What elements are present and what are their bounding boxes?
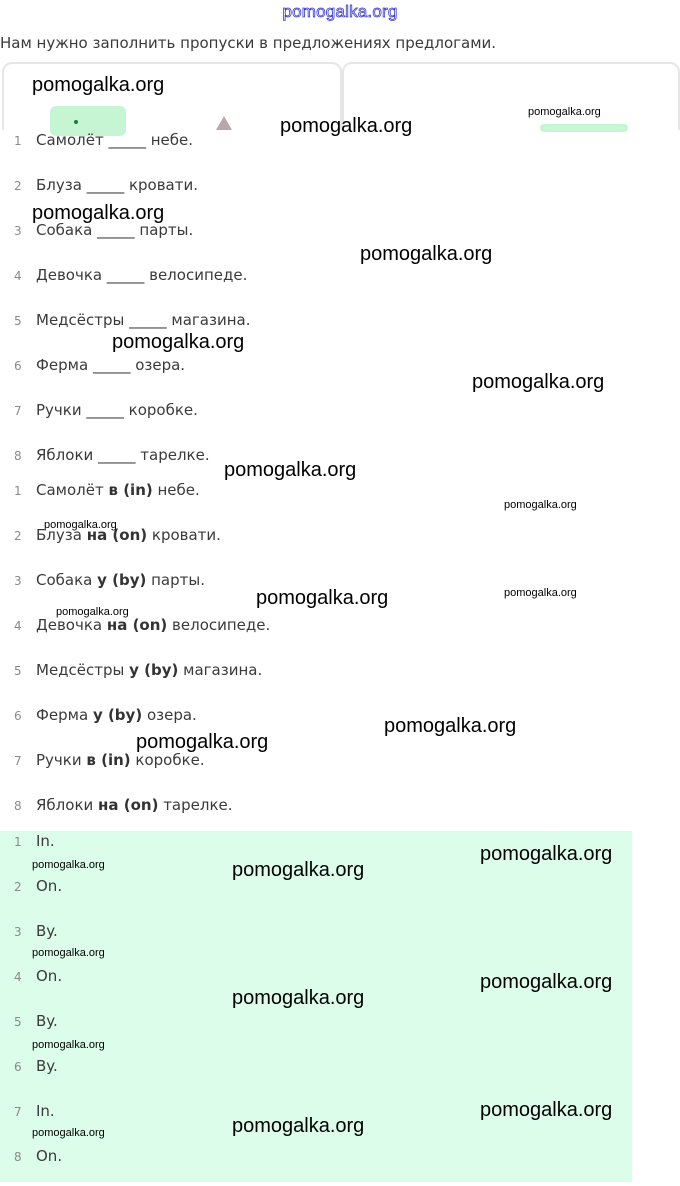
sentence-text bbox=[36, 131, 193, 149]
item-number: 8 bbox=[14, 799, 22, 813]
sentence-text bbox=[36, 661, 262, 679]
watermark-text: pomogalka.org bbox=[504, 499, 577, 511]
watermark-text: pomogalka.org bbox=[472, 371, 605, 393]
item-number: 5 bbox=[14, 664, 22, 678]
sentence-text bbox=[36, 481, 200, 499]
list-item bbox=[0, 395, 680, 440]
dot-icon bbox=[74, 120, 78, 124]
sentence-start: Самолёт bbox=[36, 481, 109, 499]
watermark-text: pomogalka.org bbox=[112, 331, 245, 353]
item-number: 3 bbox=[14, 224, 22, 238]
sentence-end: велосипеде. bbox=[167, 616, 271, 634]
preposition-answer: на (on) bbox=[86, 526, 148, 544]
sentence-text bbox=[36, 176, 198, 194]
watermark-text: pomogalka.org bbox=[32, 1039, 105, 1051]
sentence-start: In. bbox=[36, 1102, 55, 1120]
sentence-text bbox=[36, 967, 62, 985]
sentence-start: Девочка _____ велосипеде. bbox=[36, 266, 248, 284]
item-number: 1 bbox=[14, 835, 22, 849]
preposition-answer: в (in) bbox=[108, 481, 153, 499]
watermark-text: pomogalka.org bbox=[360, 243, 493, 265]
sentence-text bbox=[36, 311, 250, 329]
sentence-text bbox=[36, 1057, 58, 1075]
watermark-text: pomogalka.org bbox=[232, 859, 365, 881]
watermark-text: pomogalka.org bbox=[224, 459, 357, 481]
preposition-answer: на (on) bbox=[106, 616, 168, 634]
item-number: 7 bbox=[14, 754, 22, 768]
item-number: 8 bbox=[14, 1150, 22, 1164]
item-number: 5 bbox=[14, 1015, 22, 1029]
watermark-text: pomogalka.org bbox=[480, 843, 613, 865]
watermark-text: pomogalka.org bbox=[136, 731, 269, 753]
sentence-start: On. bbox=[36, 967, 63, 985]
list-item bbox=[0, 745, 680, 790]
sentence-end: тарелке. bbox=[158, 796, 233, 814]
watermark-text: pomogalka.org bbox=[504, 587, 577, 599]
preposition-answer: на (on) bbox=[98, 796, 159, 814]
item-number: 4 bbox=[14, 970, 22, 984]
item-number: 4 bbox=[14, 619, 22, 633]
sentence-start: Блуза bbox=[36, 526, 87, 544]
sentence-text bbox=[36, 266, 247, 284]
sentence-start: Ручки bbox=[36, 751, 87, 769]
sentence-end: магазина. bbox=[178, 661, 263, 679]
list-item bbox=[0, 1141, 680, 1186]
sentence-text bbox=[36, 356, 185, 374]
sentence-end: небе. bbox=[152, 481, 200, 499]
item-number: 3 bbox=[14, 574, 22, 588]
sentence-start: Ручки _____ коробке. bbox=[36, 401, 198, 419]
sentence-start: Яблоки _____ тарелке. bbox=[36, 446, 210, 464]
sentence-text bbox=[36, 877, 62, 895]
sentence-text bbox=[36, 571, 205, 589]
sentence-start: By. bbox=[36, 1057, 58, 1075]
item-number: 8 bbox=[14, 449, 22, 463]
sentence-text bbox=[36, 446, 210, 464]
sentence-text bbox=[36, 832, 55, 850]
watermark-text: pomogalka.org bbox=[32, 859, 105, 871]
sentence-start: By. bbox=[36, 1012, 58, 1030]
sentence-start: In. bbox=[36, 832, 55, 850]
sentence-start: Медсёстры _____ магазина. bbox=[36, 311, 251, 329]
sentence-text bbox=[36, 616, 270, 634]
item-number: 1 bbox=[14, 484, 22, 498]
sentence-text bbox=[36, 796, 233, 814]
sentence-start: On. bbox=[36, 877, 63, 895]
watermark-text: pomogalka.org bbox=[232, 987, 365, 1009]
list-item bbox=[0, 305, 680, 350]
sentence-text bbox=[36, 1147, 62, 1165]
item-number: 6 bbox=[14, 709, 22, 723]
sentence-text bbox=[36, 922, 58, 940]
list-item bbox=[0, 260, 680, 305]
sentence-start: Собака bbox=[36, 571, 98, 589]
item-number: 2 bbox=[14, 880, 22, 894]
item-number: 3 bbox=[14, 925, 22, 939]
watermark-text: pomogalka.org bbox=[480, 971, 613, 993]
sentence-text bbox=[36, 706, 197, 724]
watermark-text: pomogalka.org bbox=[32, 1127, 105, 1139]
sentence-text bbox=[36, 1012, 58, 1030]
sentence-start: Собака _____ парты. bbox=[36, 221, 194, 239]
watermark-text: pomogalka.org bbox=[32, 202, 165, 224]
sentence-start: Ферма _____ озера. bbox=[36, 356, 186, 374]
sentence-start: Девочка bbox=[36, 616, 107, 634]
item-number: 6 bbox=[14, 1060, 22, 1074]
watermark-text: pomogalka.org bbox=[384, 715, 517, 737]
list-item bbox=[0, 1051, 680, 1096]
watermark-text: pomogalka.org bbox=[44, 519, 117, 531]
intro-text: Нам нужно заполнить пропуски в предложениях предлогами. bbox=[0, 34, 497, 52]
preposition-answer: у (by) bbox=[97, 571, 147, 589]
sentence-end: коробке. bbox=[130, 751, 205, 769]
list-item bbox=[0, 700, 680, 745]
item-number: 1 bbox=[14, 134, 22, 148]
watermark-text: pomogalka.org bbox=[32, 947, 105, 959]
sentence-start: Ферма bbox=[36, 706, 93, 724]
watermark-text: pomogalka.org bbox=[528, 106, 601, 118]
watermark-text: pomogalka.org bbox=[32, 74, 165, 96]
preposition-answer: в (in) bbox=[86, 751, 131, 769]
watermark-text: pomogalka.org bbox=[56, 606, 129, 618]
sentence-start: Блуза _____ кровати. bbox=[36, 176, 199, 194]
item-number: 7 bbox=[14, 404, 22, 418]
site-logo[interactable]: pomogalka.org bbox=[282, 2, 398, 21]
sentence-text bbox=[36, 1102, 55, 1120]
preposition-answer: у (by) bbox=[129, 661, 179, 679]
sentence-start: Самолёт _____ небе. bbox=[36, 131, 194, 149]
watermark-text: pomogalka.org bbox=[280, 115, 413, 137]
sentence-start: Яблоки bbox=[36, 796, 99, 814]
watermark-text: pomogalka.org bbox=[256, 587, 389, 609]
sentence-end: парты. bbox=[146, 571, 205, 589]
item-number: 4 bbox=[14, 269, 22, 283]
watermark-text: pomogalka.org bbox=[232, 1115, 365, 1137]
sentence-end: озера. bbox=[142, 706, 197, 724]
item-number: 6 bbox=[14, 359, 22, 373]
sentence-start: On. bbox=[36, 1147, 63, 1165]
preposition-answer: у (by) bbox=[92, 706, 143, 724]
sentence-end: кровати. bbox=[147, 526, 221, 544]
sentence-text bbox=[36, 401, 198, 419]
item-number: 2 bbox=[14, 529, 22, 543]
list-item bbox=[0, 655, 680, 700]
watermark-text: pomogalka.org bbox=[480, 1099, 613, 1121]
sentence-start: Медсёстры bbox=[36, 661, 130, 679]
item-number: 5 bbox=[14, 314, 22, 328]
sentence-start: By. bbox=[36, 922, 58, 940]
item-number: 2 bbox=[14, 179, 22, 193]
item-number: 7 bbox=[14, 1105, 22, 1119]
